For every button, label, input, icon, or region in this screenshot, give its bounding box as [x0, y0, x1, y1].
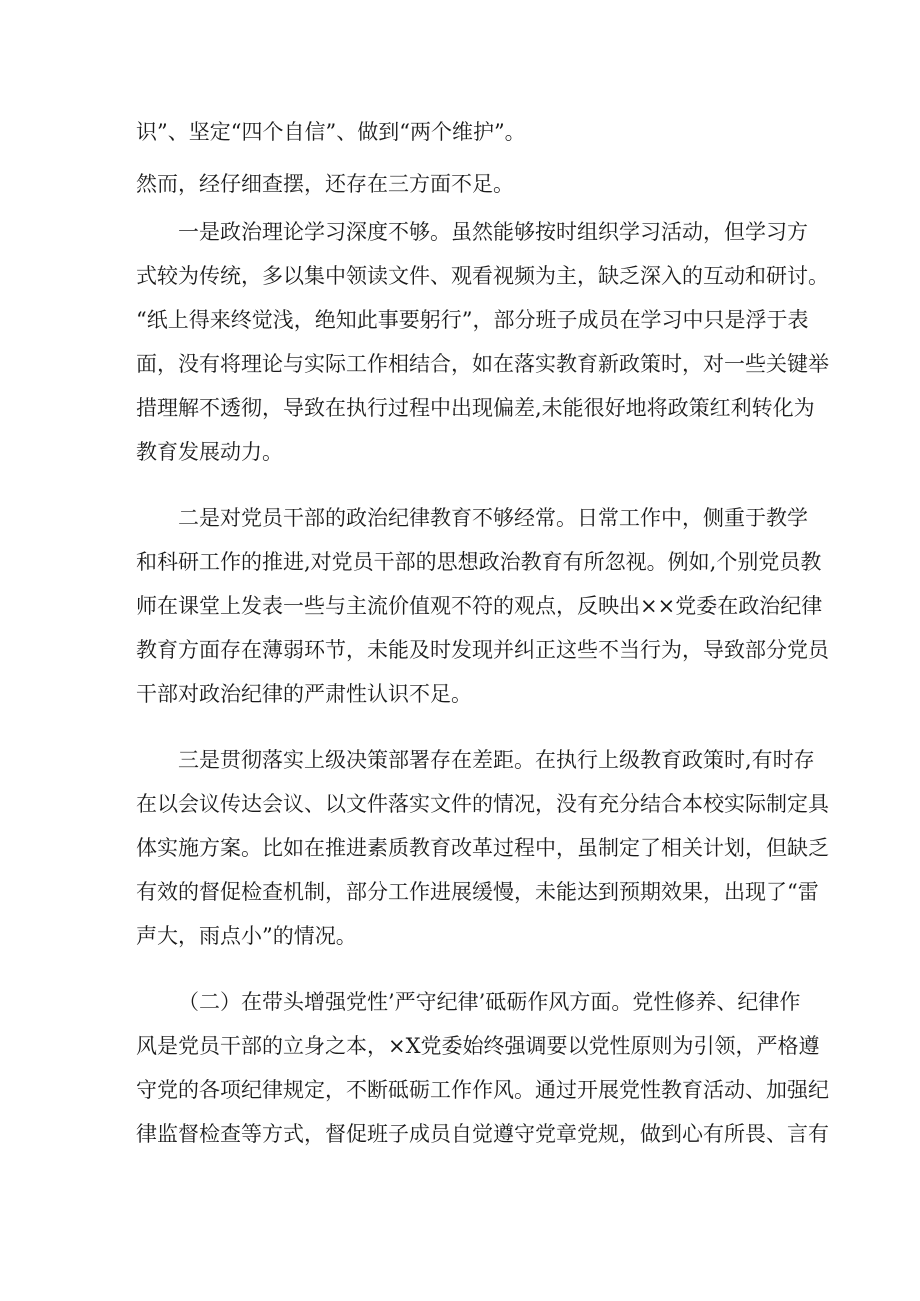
text-line-19: （二）在带头增强党性’严守纪律’砥砺作风方面。党性修养、纪律作 [178, 990, 801, 1014]
text-line-7: 措理解不透彻，导致在执行过程中出现偏差,未能很好地将政策红利转化为 [136, 396, 815, 420]
text-line-2: 然而，经仔细查摆，还存在三方面不足。 [136, 172, 514, 196]
text-line-14: 三是贯彻落实上级决策部署存在差距。在执行上级教育政策时,有时存 [178, 748, 815, 772]
text-line-20: 风是党员干部的立身之本，×X党委始终强调要以党性原则为引领，严格遵 [136, 1034, 820, 1058]
text-line-9: 二是对党员干部的政治纪律教育不够经常。日常工作中，侧重于教学 [178, 506, 808, 530]
text-line-13: 干部对政治纪律的严肃性认识不足。 [136, 682, 472, 706]
text-line-15: 在以会议传达会议、以文件落实文件的情况，没有充分结合本校实际制定具 [136, 792, 829, 816]
text-line-11: 师在课堂上发表一些与主流价值观不符的观点，反映出××党委在政治纪律 [136, 594, 823, 618]
text-line-10: 和科研工作的推进,对党员干部的思想政治教育有所忽视。例如,个别党员教 [136, 550, 822, 574]
text-line-18: 声大，雨点小”的情况。 [136, 924, 357, 948]
text-line-4: 式较为传统，多以集中领读文件、观看视频为主，缺乏深入的互动和研讨。 [136, 264, 829, 288]
text-line-12: 教育方面存在薄弱环节，未能及时发现并纠正这些不当行为，导致部分党员 [136, 638, 829, 662]
text-line-16: 体实施方案。比如在推进素质教育改革过程中，虽制定了相关计划，但缺乏 [136, 836, 829, 860]
text-line-21: 守党的各项纪律规定，不断砥砺工作作风。通过开展党性教育活动、加强纪 [136, 1078, 829, 1102]
text-line-17: 有效的督促检查机制，部分工作进展缓慢，未能达到预期效果，出现了“雷 [136, 880, 819, 904]
text-line-1: 识”、坚定“四个自信”、做到“两个维护”。 [136, 120, 526, 144]
text-line-22: 律监督检查等方式，督促班子成员自觉遵守党章党规，做到心有所畏、言有 [136, 1122, 829, 1146]
text-line-8: 教育发展动力。 [136, 440, 283, 464]
text-line-6: 面，没有将理论与实际工作相结合，如在落实教育新政策时，对一些关键举 [136, 352, 829, 376]
text-line-5: “纸上得来终觉浅，绝知此事要躬行”，部分班子成员在学习中只是浮于表 [136, 308, 809, 332]
text-line-3: 一是政治理论学习深度不够。虽然能够按时组织学习活动，但学习方 [178, 220, 808, 244]
